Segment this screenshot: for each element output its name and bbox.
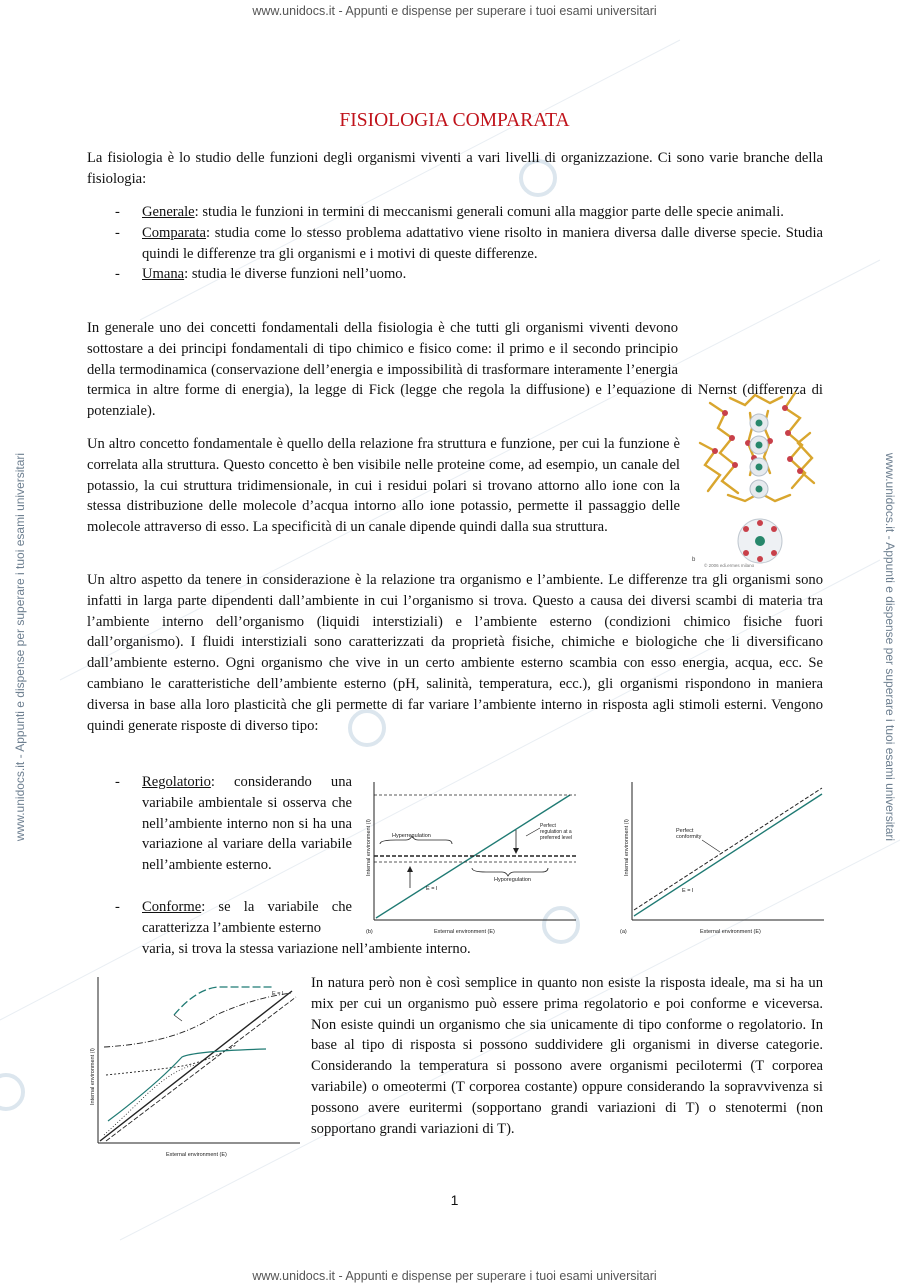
bullet-dash: - xyxy=(115,774,120,790)
mixed-curve-upper xyxy=(174,987,274,1015)
hyporegulation-bracket xyxy=(472,868,548,876)
regulator-identity-label: E = I xyxy=(426,886,438,892)
structure-paragraph: Un altro concetto fondamentale è quello della relazione fra struttura e funzione, per cui la funzione è correlata alla struttura. Questo concetto è ben visibile nelle proteine come, ad esempio, un canale del potassio, la cui struttura tridimensionale, in cui i residui polari si trovano attorno allo ione con la stessa distribuzione delle molecole d’acqua intorno allo ione potassio, permette il passaggio delle molecole attraverso di esso. La specificità di un canale dipende quindi dalla sua struttura. xyxy=(87,436,680,536)
list-item-umana xyxy=(115,264,823,285)
mix-paragraph: In natura però non è così semplice in quanto non esiste la risposta ideale, ma si ha un mix per cui un organismo può essere prima regolatorio e poi conforme e viceversa. Non esiste quindi un organismo che sia unicamente di tipo conforme o regolatorio. In base al tipo di risposta si possono suddividere gli organismi in diverse categorie. Considerando la temperatura si possono avere organismi pecilotermi (T corporea variabile) o omeotermi (T corporea costante) oppure considerando la sopravvivenza si possono avere euritermi (sopportano grandi variazioni di T) o stenotermi (non sopportano grandi variazioni di T). xyxy=(311,975,823,1137)
physiology-branches-list xyxy=(115,202,823,285)
list-item-comparata xyxy=(115,223,823,265)
conformer-x-label: External environment (E) xyxy=(700,929,761,935)
regulator-panel-label: (b) xyxy=(366,929,373,935)
mixed-pointer xyxy=(174,1015,182,1021)
mixed-response-chart xyxy=(86,975,302,1161)
desc-umana: : studia le diverse funzioni nell’uomo. xyxy=(184,266,407,283)
mixed-curve-fine xyxy=(104,1065,196,1135)
principles-text: In generale uno dei concetti fondamentali della fisiologia è che tutti gli organismi viventi devono sottostare a dei principi fondamentali di tipo chimico e fisico come: il primo e il secondo principio della termodinamica (conservazione dell’energia e impossibilità di trasformare interamente l’energia termica in altre forme di energia), la legge di Fick (legge che regola la diffusione) e l’equazione di Nernst (differenza di potenziale). xyxy=(87,320,823,420)
right-side-watermark: www.unidocs.it - Appunti e dispense per superare i tuoi esami universitari xyxy=(883,452,897,842)
regulator-response-chart xyxy=(366,780,580,936)
desc-conforme: : se la variabile che caratterizza l’ambiente esterno xyxy=(142,899,352,936)
hyporegulation-label: Hyporegulation xyxy=(494,877,531,883)
down-arrow-head xyxy=(513,848,519,854)
header-watermark[interactable]: www.unidocs.it - Appunti e dispense per superare i tuoi esami universitari xyxy=(252,4,657,18)
perfect-regulation-pointer xyxy=(526,828,540,836)
figure-credit: © 2006 edi.ermes milano xyxy=(704,563,755,568)
footer-watermark[interactable]: www.unidocs.it - Appunti e dispense per superare i tuoi esami universitari xyxy=(252,1269,657,1283)
term-generale: Generale xyxy=(142,204,195,220)
mixed-curve-dashdot xyxy=(104,993,292,1047)
conformer-panel-label: (a) xyxy=(620,929,627,935)
left-side-watermark: www.unidocs.it - Appunti e dispense per superare i tuoi esami universitari xyxy=(13,452,27,842)
up-arrow-head xyxy=(407,866,413,872)
mixed-identity-line xyxy=(100,991,292,1141)
intro-paragraph: La fisiologia è lo studio delle funzioni degli organismi viventi a vari livelli di organizzazione. Ci sono varie branche della fisiologia: xyxy=(87,150,823,187)
term-umana: Umana xyxy=(142,266,185,283)
mixed-reference-line xyxy=(106,997,296,1141)
perfect-conformity-label: Perfect conformity xyxy=(676,828,702,840)
bullet-dash: - xyxy=(115,899,120,915)
desc-generale: : studia le funzioni in termini di meccanismi generali comuni alla maggior parte delle specie animali. xyxy=(194,204,784,220)
list-item-generale xyxy=(115,202,823,223)
figure-panel-letter: b xyxy=(692,557,696,563)
regolatorio-item xyxy=(115,772,352,876)
mixed-x-label: External environment (E) xyxy=(166,1152,227,1158)
conformer-response-chart xyxy=(620,780,826,936)
page-number: 1 xyxy=(450,1192,459,1208)
conforme-continuation: varia, si trova la stessa variazione nell’ambiente interno. xyxy=(142,941,471,957)
bullet-dash: - xyxy=(115,204,120,220)
regulator-y-label: Internal environment (I) xyxy=(366,819,372,876)
conformer-identity-line xyxy=(634,788,822,910)
term-regolatorio: Regolatorio xyxy=(142,774,211,790)
desc-regolatorio: : considerando una variabile ambientale si osserva che nell’ambiente interno non si ha una variazione al variare della variabile nell’ambiente esterno. xyxy=(142,774,352,874)
term-conforme: Conforme xyxy=(142,899,202,915)
desc-comparata: : studia come lo stesso problema adattativo viene risolto in maniera diversa dalle diverse specie. Studia quindi le differenze tra gli organismi e i motivi di queste differenze. xyxy=(142,224,823,262)
hydrated-ion-detail xyxy=(738,519,782,563)
conformer-response-line xyxy=(634,794,822,916)
figure-float-spacer xyxy=(678,318,823,380)
mixed-curve-solid xyxy=(108,1049,266,1121)
perfect-conformity-pointer xyxy=(702,840,720,852)
document-title: FISIOLOGIA COMPARATA xyxy=(339,110,570,131)
potassium-channel-figure xyxy=(690,383,823,573)
conformer-y-label: Internal environment (I) xyxy=(624,819,630,876)
regulator-x-label: External environment (E) xyxy=(434,929,495,935)
mixed-y-label: Internal environment (I) xyxy=(90,1048,96,1105)
conformer-identity-label: E = I xyxy=(682,888,694,894)
bullet-dash: - xyxy=(115,266,120,283)
bullet-dash: - xyxy=(115,224,120,241)
perfect-regulation-label: Perfect regulation at a preferred level xyxy=(540,823,572,841)
term-comparata: Comparata xyxy=(142,224,207,241)
conforme-item xyxy=(115,897,352,939)
environment-paragraph: Un altro aspetto da tenere in considerazione è la relazione tra organismo e l’ambiente. Le differenze tra gli organismi sono infatti in larga parte dipendenti dall’ambiente in cui l’organismo si trova. Questo a causa dei diversi scambi di materia tra l’ambiente interno dell’organismo (liquidi interstiziali) e l’ambiente esterno (condizioni chimico fisiche fuori dall’organismo). I fluidi interstiziali sono caratterizzati da proprietà fisiche, chimiche e biologiche che li diversificano dall’ambiente esterno. Ogni organismo che vive in un certo ambiente esterno scambia con esso energia, acqua, ecc. Se cambiano le caratteristiche dell’ambiente esterno (pH, salinità, temperatura, ecc.), gli organismi rispondono in maniera diversa in base alla loro plasticità che gli permette di far variare l’ambiente interno in risposta agli stimoli esterni. Vengono quindi generate risposte di diverso tipo: xyxy=(87,572,823,734)
mixed-identity-label: E = I xyxy=(272,991,284,997)
hyperregulation-label: Hyperregulation xyxy=(392,833,431,839)
